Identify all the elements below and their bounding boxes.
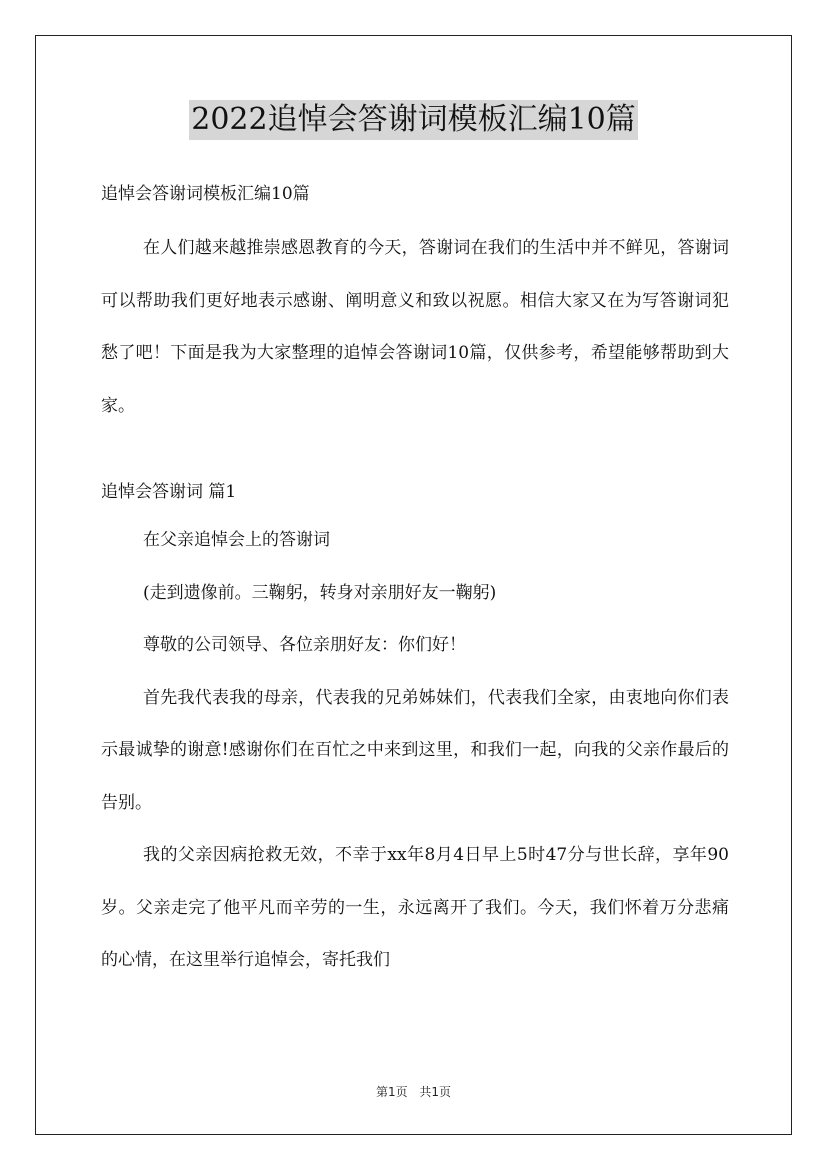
page-number: 第1页 (375, 1085, 408, 1099)
speech-title: 在父亲追悼会上的答谢词 (143, 530, 330, 550)
title-wrap (0, 100, 827, 140)
document-title: 2022追悼会答谢词模板汇编10篇 (189, 100, 638, 140)
document-subtitle: 追悼会答谢词模板汇编10篇 (101, 184, 310, 204)
body-paragraph: 首先我代表我的母亲，代表我的兄弟姊妹们，代表我们全家，由衷地向你们表示最诚挚的谢意!感谢你们在百忙之中来到这里，和我们一起，向我的父亲作最后的告别。 (101, 687, 729, 813)
section-heading: 追悼会答谢词 篇1 (101, 482, 237, 502)
stage-direction: (走到遗像前。三鞠躬，转身对亲朋好友一鞠躬) (143, 582, 497, 603)
intro-paragraph: 在人们越来越推崇感恩教育的今天，答谢词在我们的生活中并不鲜见，答谢词可以帮助我们更好地表示感谢、阐明意义和致以祝愿。相信大家又在为写答谢词犯愁了吧！下面是我为大家整理的追悼会答谢词10篇，仅供参考，希望能够帮助到大家。 (101, 238, 729, 416)
page-total: 共1页 (419, 1085, 452, 1099)
body-paragraph: 我的父亲因病抢救无效，不幸于xx年8月4日早上5时47分与世长辞，享年90岁。父亲走完了他平凡而辛劳的一生，永远离开了我们。今天，我们怀着万分悲痛的心情，在这里举行追悼会，寄托我们 (101, 845, 729, 970)
salutation: 尊敬的公司领导、各位亲朋好友：你们好！ (143, 635, 466, 655)
page-footer (0, 1083, 827, 1100)
document-body (101, 172, 729, 987)
